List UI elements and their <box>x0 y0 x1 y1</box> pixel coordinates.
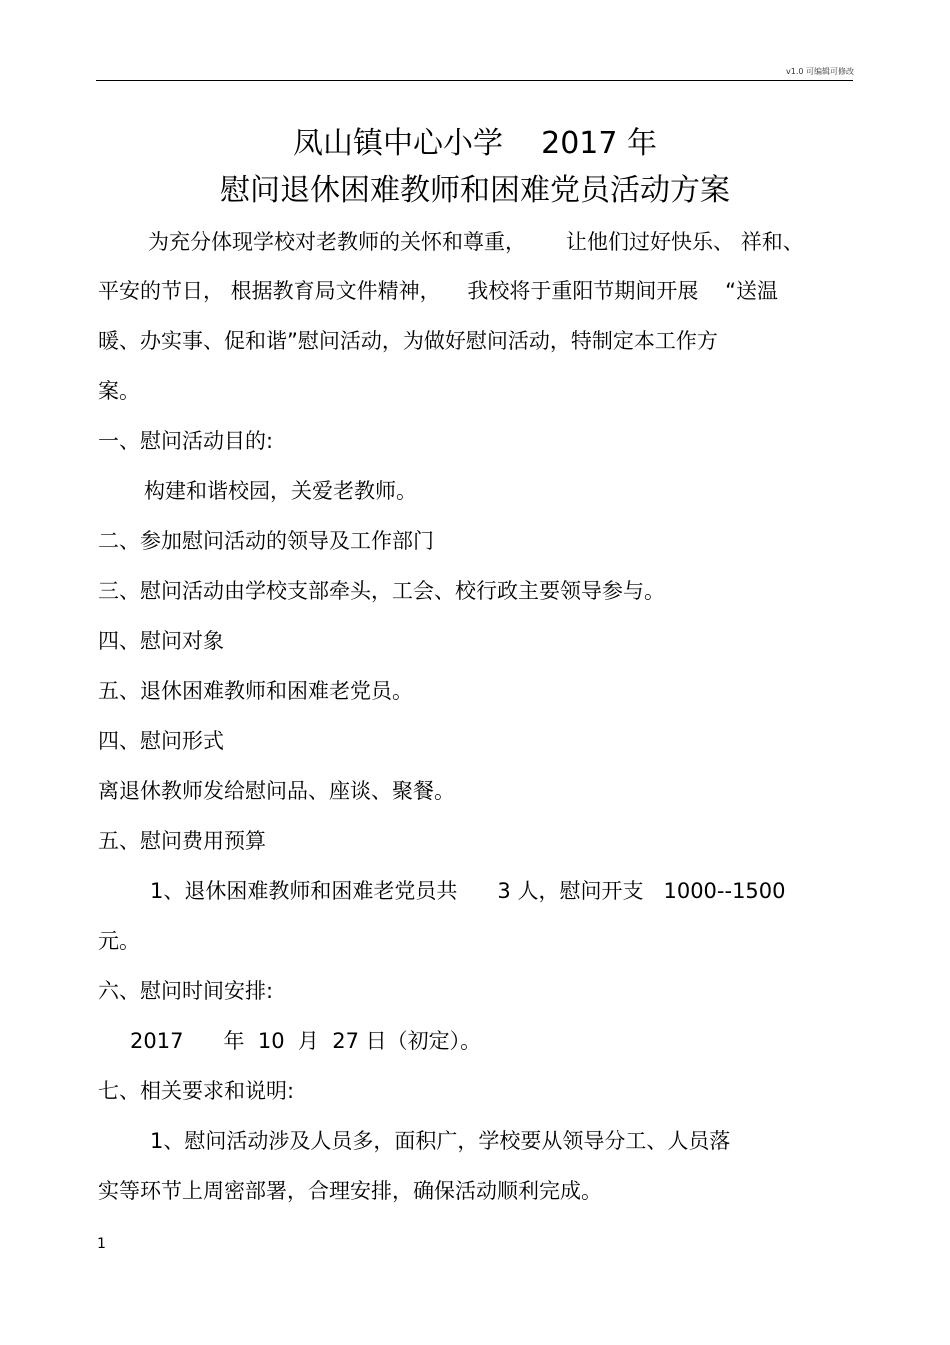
body-line: 构建和谐校园，关爱老教师。 <box>144 479 417 503</box>
body-line: 2017 年 10 月 27 日（初定）。 <box>130 1029 482 1053</box>
section-heading: 四、慰问对象 <box>98 629 224 653</box>
body-line: 元。 <box>98 929 140 953</box>
document-title-line-2: 慰问退休困难教师和困难党员活动方案 <box>220 173 730 208</box>
body-line: 暖、办实事、促和谐”慰问活动，为做好慰问活动，特制定本工作方 <box>98 329 718 353</box>
document-title-line-1: 凤山镇中心小学 2017 年 <box>292 126 658 161</box>
section-heading: 一、慰问活动目的: <box>98 429 274 453</box>
body-line: 实等环节上周密部署，合理安排，确保活动顺利完成。 <box>98 1179 602 1203</box>
body-line: 离退休教师发给慰问品、座谈、聚餐。 <box>98 779 455 803</box>
section-heading: 七、相关要求和说明: <box>98 1079 295 1103</box>
section-heading: 四、慰问形式 <box>98 729 224 753</box>
body-line: 1、慰问活动涉及人员多，面积广，学校要从领导分工、人员落 <box>150 1129 731 1153</box>
body-line: 平安的节日， 根据教育局文件精神， 我校将于重阳节期间开展 “送温 <box>98 279 778 303</box>
body-line: 案。 <box>98 379 140 403</box>
section-heading: 二、参加慰问活动的领导及工作部门 <box>98 529 434 553</box>
section-heading: 三、慰问活动由学校支部牵头，工会、校行政主要领导参与。 <box>98 579 665 603</box>
section-heading: 五、退休困难教师和困难老党员。 <box>98 679 413 703</box>
body-line: 1、退休困难教师和困难老党员共 3 人，慰问开支 1000--1500 <box>150 879 786 903</box>
header-version-note: v1.0 可编辑可修改 <box>786 67 854 76</box>
header-divider <box>96 80 853 81</box>
section-heading: 六、慰问时间安排: <box>98 979 274 1003</box>
body-line: 为充分体现学校对老教师的关怀和尊重， 让他们过好快乐、 祥和、 <box>148 230 804 254</box>
page-number: 1 <box>97 1236 106 1252</box>
section-heading: 五、慰问费用预算 <box>98 829 266 853</box>
